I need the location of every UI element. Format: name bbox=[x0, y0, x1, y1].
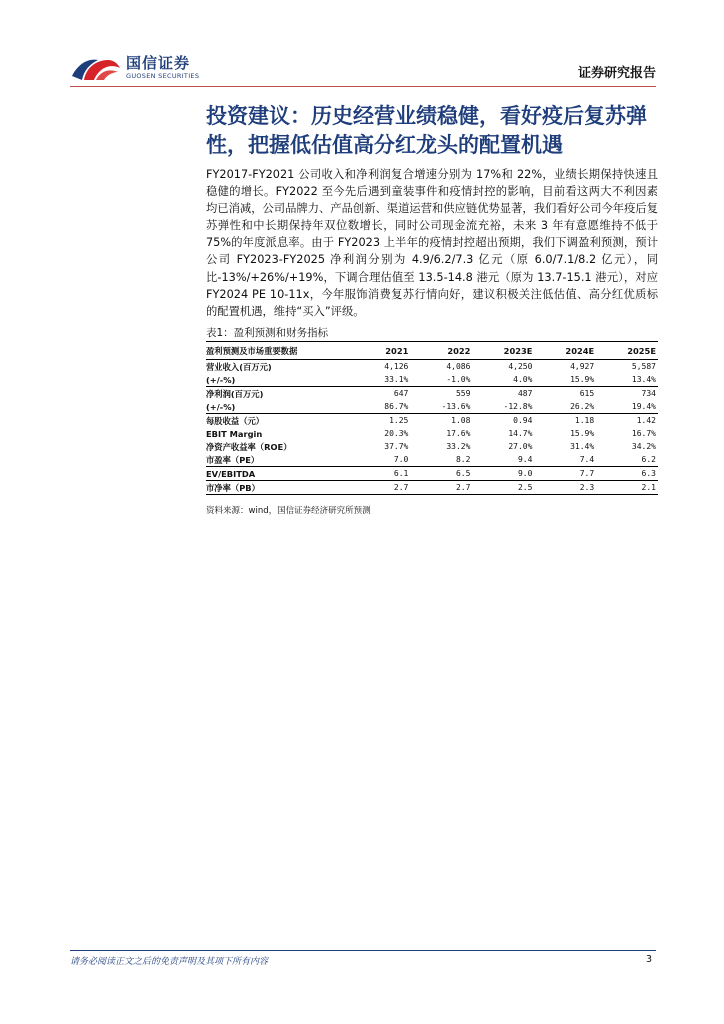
table-cell: 15.9% bbox=[534, 373, 596, 387]
table-cell: 20.3% bbox=[384, 429, 409, 438]
table-cell: 6.5 bbox=[410, 467, 472, 481]
table-cell: 34.2% bbox=[631, 442, 656, 451]
table-cell: 4,126 bbox=[384, 362, 409, 371]
table-row bbox=[206, 414, 658, 428]
table-cell: 1.18 bbox=[574, 416, 595, 425]
guosen-logo bbox=[70, 52, 220, 86]
table-row bbox=[206, 427, 658, 440]
table-cell: 2.1 bbox=[596, 481, 658, 495]
row-label: EV/EBITDA bbox=[206, 467, 358, 481]
logo-english-name: GUOSEN SECURITIES bbox=[126, 72, 200, 80]
table-cell: 4,250 bbox=[508, 362, 533, 371]
table-row bbox=[206, 373, 658, 387]
table-cell: -12.8% bbox=[472, 400, 534, 414]
investment-advice-paragraph: FY2017-FY2021 公司收入和净利润复合增速分别为 17%和 22%，业绩长期保持快速且稳健的增长。FY2022 至今先后遇到童装事件和疫情封控的影响，目前看这两大不利因素均已消减，公司品牌力、产品创新、渠道运营和供应链优势显著，我们看好公司今年疫后复苏弹性和中长期保持年双位数增长，同时公司现金流充裕，未来 3 年有意愿维持不低于 75%的年度派息率。由于 FY2023 上半年的疫情封控超出预期，我们下调盈利预测，预计公司 FY2023-FY2025 净利润分别为 4.9/6.2/7.3 亿元（原 6.0/7.1/8.2 亿元），同比-13%/+26%/+19%，下调合理估值至 13.5-14.8 港元（原为 13.7-15.1 港元），对应 FY2024 PE 10-11x，今年服饰消费复苏行情向好，建议积极关注低估值、高分红优质标的配置机遇，维持“买入”评级。 bbox=[206, 168, 658, 318]
table-cell: 31.4% bbox=[570, 442, 595, 451]
table-cell: 17.6% bbox=[446, 429, 471, 438]
table-row bbox=[206, 400, 658, 414]
footer-disclaimer: 请务必阅读正文之后的免责声明及其项下所有内容 bbox=[70, 957, 269, 967]
row-label: 市净率（PB） bbox=[206, 481, 358, 495]
table-cell: 2.7 bbox=[358, 481, 410, 495]
table-cell: -13.6% bbox=[410, 400, 472, 414]
section-title bbox=[206, 102, 666, 160]
table-cell: 26.2% bbox=[534, 400, 596, 414]
table-cell: 6.3 bbox=[596, 467, 658, 481]
table-cell: 647 bbox=[393, 389, 409, 398]
table-cell: 9.4 bbox=[472, 453, 534, 467]
table-cell: 6.2 bbox=[596, 453, 658, 467]
row-label: (+/-%) bbox=[206, 373, 358, 387]
header-divider bbox=[70, 86, 656, 87]
table-cell: 4,927 bbox=[570, 362, 595, 371]
row-label: 市盈率（PE） bbox=[206, 453, 358, 467]
table-cell: -1.0% bbox=[410, 373, 472, 387]
section-title-line-2: 性，把握低估值高分红龙头的配置机遇 bbox=[206, 133, 563, 157]
table-cell: 33.1% bbox=[358, 373, 410, 387]
table-cell: 15.9% bbox=[570, 429, 595, 438]
table-row bbox=[206, 440, 658, 453]
table-cell: 16.7% bbox=[631, 429, 656, 438]
table-cell: 86.7% bbox=[358, 400, 410, 414]
table-cell: 1.42 bbox=[636, 416, 656, 425]
financial-forecast-table bbox=[206, 341, 658, 495]
footer-divider bbox=[70, 950, 656, 951]
table-row bbox=[206, 467, 658, 481]
table-cell: 2.5 bbox=[472, 481, 534, 495]
row-label: 净利润(百万元) bbox=[206, 388, 264, 399]
report-type-label: 证券研究报告 bbox=[577, 66, 656, 81]
table-cell: 559 bbox=[455, 389, 471, 398]
guosen-logo-icon bbox=[70, 54, 122, 84]
table-cell: 1.08 bbox=[451, 416, 471, 425]
section-title-line-1: 投资建议：历史经营业绩稳健，看好疫后复苏弹 bbox=[206, 104, 647, 128]
table-cell: 5,587 bbox=[631, 362, 656, 371]
table-cell: 7.7 bbox=[534, 467, 596, 481]
table-cell: 734 bbox=[641, 389, 656, 398]
row-label: 每股收益（元） bbox=[206, 415, 265, 426]
table-row bbox=[206, 360, 658, 374]
table-cell: 4.0% bbox=[472, 373, 534, 387]
table-source-note: 资料来源：wind，国信证券经济研究所预测 bbox=[206, 506, 371, 516]
table-cell: 0.94 bbox=[513, 416, 533, 425]
table-cell: 13.4% bbox=[596, 373, 658, 387]
table-header-year: 2024E bbox=[534, 342, 596, 360]
table-cell: 7.0 bbox=[358, 453, 410, 467]
table-cell: 8.2 bbox=[410, 453, 472, 467]
table-cell: 14.7% bbox=[508, 429, 533, 438]
table-row bbox=[206, 387, 658, 401]
table-header-label: 盈利预测及市场重要数据 bbox=[206, 342, 358, 360]
table-cell: 19.4% bbox=[596, 400, 658, 414]
table-header-row bbox=[206, 342, 658, 360]
table-cell: 615 bbox=[579, 389, 595, 398]
table-caption: 表1：盈利预测和财务指标 bbox=[206, 327, 329, 339]
table-header-year: 2023E bbox=[472, 342, 534, 360]
page-number: 3 bbox=[646, 954, 653, 965]
table-cell: 1.25 bbox=[389, 416, 409, 425]
table-cell: 4,086 bbox=[446, 362, 471, 371]
row-label: (+/-%) bbox=[206, 400, 358, 414]
table-cell: 37.7% bbox=[384, 442, 409, 451]
logo-chinese-name: 国信证券 bbox=[126, 54, 191, 72]
table-cell: 487 bbox=[517, 389, 533, 398]
page-header bbox=[70, 52, 656, 88]
table-cell: 27.0% bbox=[508, 442, 533, 451]
table-cell: 33.2% bbox=[446, 442, 471, 451]
table-cell: 2.3 bbox=[534, 481, 596, 495]
row-label: EBIT Margin bbox=[206, 428, 263, 439]
table-row bbox=[206, 453, 658, 467]
table-header-year: 2022 bbox=[410, 342, 472, 360]
table-cell: 6.1 bbox=[358, 467, 410, 481]
table-cell: 9.0 bbox=[472, 467, 534, 481]
table-row bbox=[206, 481, 658, 495]
row-label: 净资产收益率（ROE） bbox=[206, 441, 292, 452]
table-cell: 7.4 bbox=[534, 453, 596, 467]
row-label: 营业收入(百万元) bbox=[206, 361, 272, 372]
table-body bbox=[206, 360, 658, 495]
table-cell: 2.7 bbox=[410, 481, 472, 495]
table-header-year: 2021 bbox=[358, 342, 410, 360]
table-header-year: 2025E bbox=[596, 342, 658, 360]
